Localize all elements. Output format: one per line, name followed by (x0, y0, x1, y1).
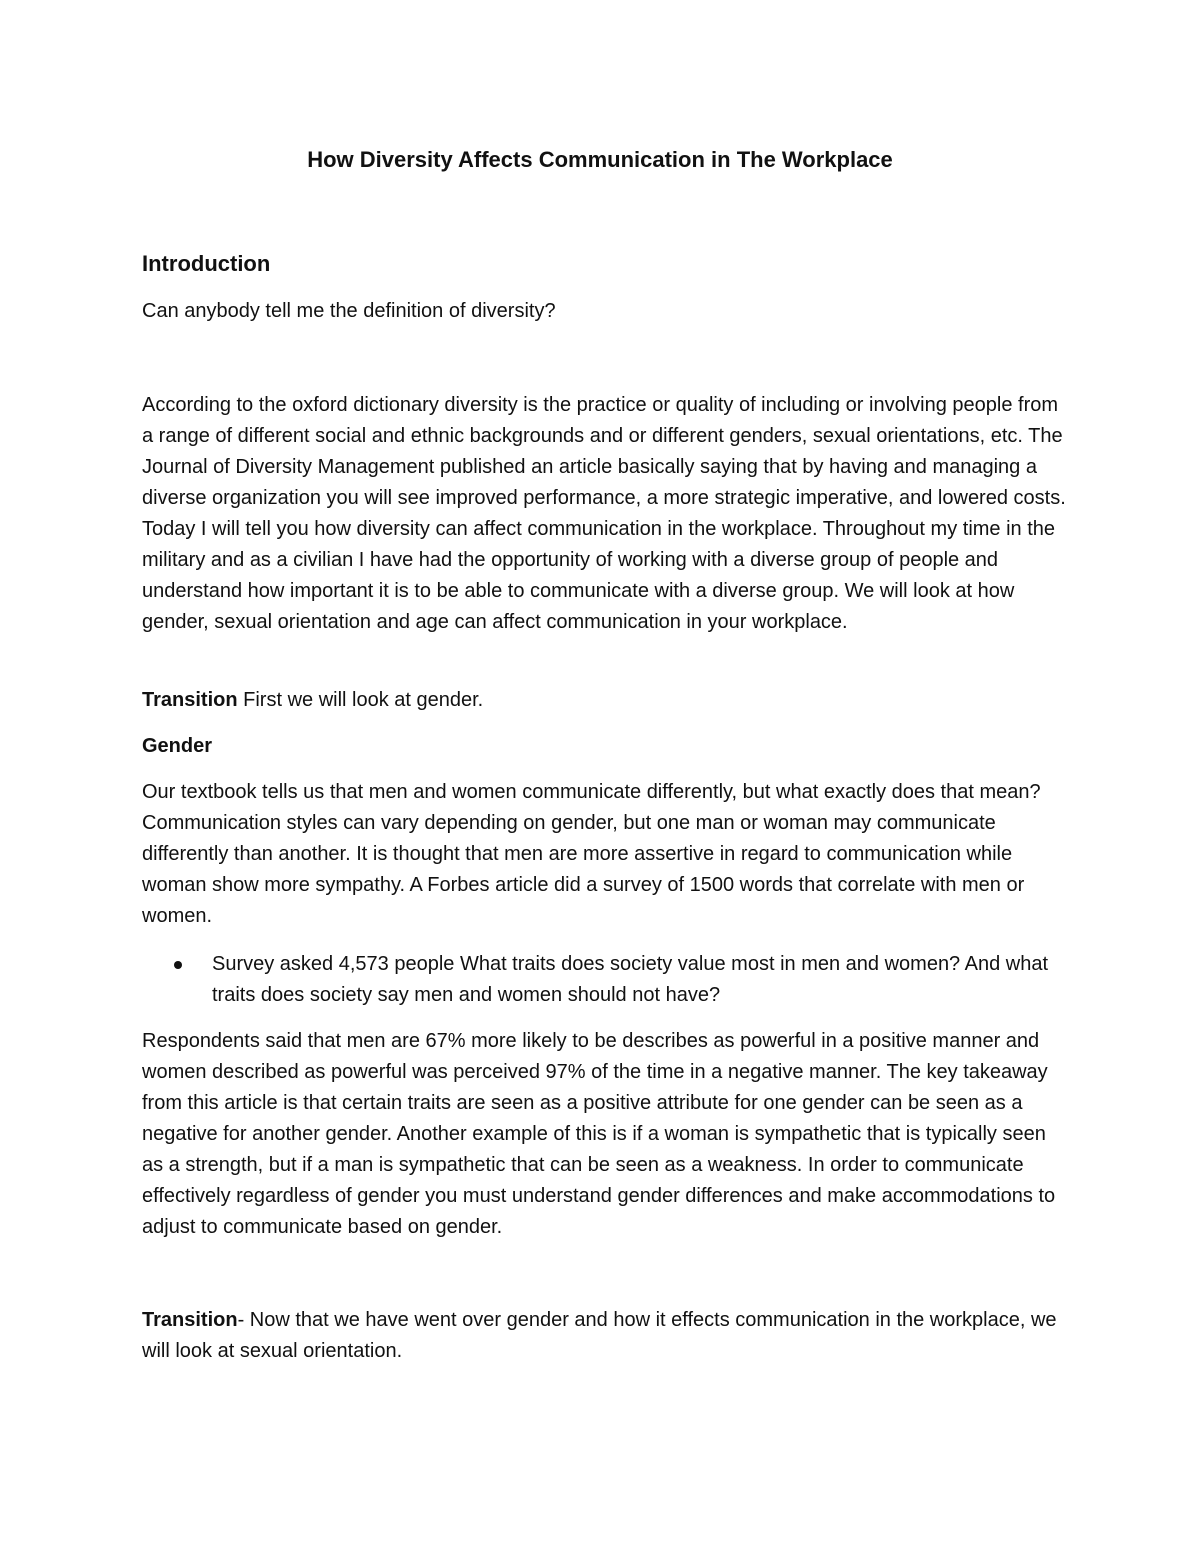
transition-text: First we will look at gender. (237, 689, 484, 711)
introduction-heading: Introduction (142, 251, 271, 276)
transition-sexual-orientation (142, 1305, 1072, 1367)
bullet-text: Survey asked 4,573 people What traits does society value most in men and women? And what traits does society say men and women should not have? (212, 953, 1049, 1006)
survey-bullet-list (142, 949, 1072, 1011)
intro-paragraph: According to the oxford dictionary diversity is the practice or quality of including or involving people from a range of different social and ethnic backgrounds and or different genders, sexual orientations, etc. The Journal of Diversity Management published an article basically saying that by having and managing a diverse organization you will see improved performance, a more strategic imperative, and lowered costs. Today I will tell you how diversity can affect communication in the workplace. Throughout my time in the military and as a civilian I have had the opportunity of working with a diverse group of people and understand how important it is to be able to communicate with a diverse group. We will look at how gender, sexual orientation and age can affect communication in your workplace. (142, 394, 1066, 633)
respondents-paragraph: Respondents said that men are 67% more likely to be describes as powerful in a positive manner and women described as powerful was perceived 97% of the time in a negative manner. The key takeaway from this article is that certain traits are seen as a positive attribute for one gender can be seen as a negative for another gender. Another example of this is if a woman is sympathetic that is typically seen as a strength, but if a man is sympathetic that can be seen as a weakness. In order to communicate effectively regardless of gender you must understand gender differences and make accommodations to adjust to communicate based on gender. (142, 1030, 1056, 1238)
gender-heading: Gender (142, 735, 213, 757)
transition-gender (142, 685, 1072, 716)
document-title: How Diversity Affects Communication in The Workplace (307, 147, 893, 172)
bullet-icon (174, 961, 182, 969)
transition-label: Transition (142, 689, 238, 711)
intro-question: Can anybody tell me the definition of diversity? (142, 300, 556, 322)
gender-paragraph: Our textbook tells us that men and women communicate differently, but what exactly does that mean? Communication styles can vary depending on gender, but one man or woman may communicate differently than another. It is thought that men are more assertive in regard to communication while woman show more sympathy. A Forbes article did a survey of 1500 words that correlate with men or women. (142, 781, 1041, 927)
list-item (142, 949, 1072, 1011)
transition-label: Transition (142, 1309, 238, 1331)
transition-text: - Now that we have went over gender and how it effects communication in the workplace, we will look at sexual orientation. (142, 1309, 1057, 1362)
